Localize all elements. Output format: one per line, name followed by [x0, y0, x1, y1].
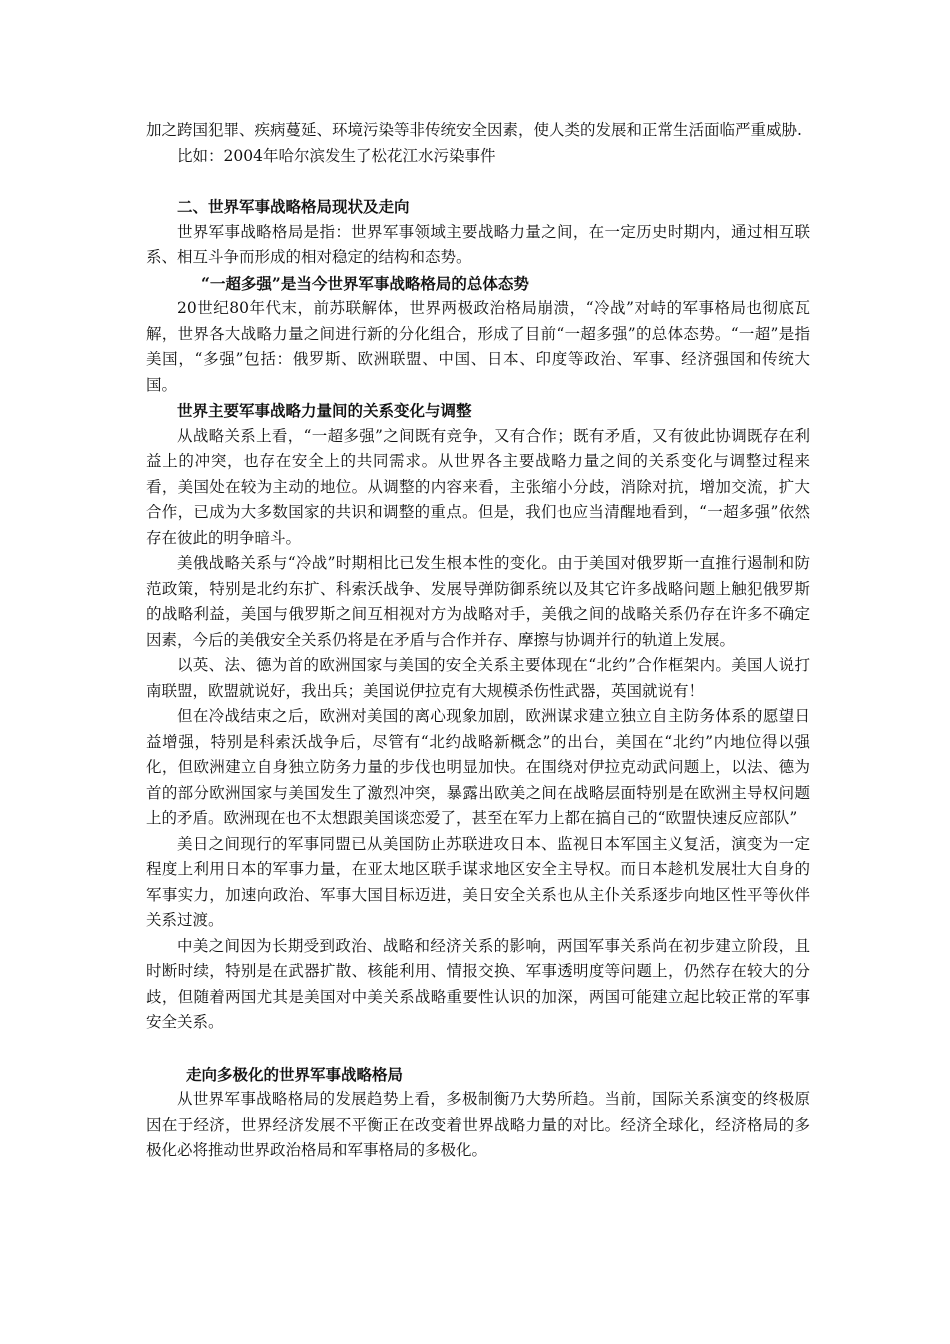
spacer — [146, 169, 810, 194]
subheading-relations-changes: 世界主要军事战略力量间的关系变化与调整 — [177, 401, 472, 420]
paragraph-us-japan: 美日之间现行的军事同盟已从美国防止苏联进攻日本、监视日本军国主义复活，演变为一定程度上利用日本的军事力量，在亚太地区联手谋求地区安全主导权。而日本趁机发展壮大自身的军事实力，加速向政治、军事大国目标迈进，美日安全关系也从主仆关系逐步向地区性平等伙伴关系过渡。 — [146, 834, 810, 929]
spacer — [146, 1036, 810, 1062]
paragraph-strategic-relations: 从战略关系上看，“一超多强”之间既有竞争，又有合作；既有矛盾，又有彼此协调既存在利益上的冲突，也存在安全上的共同需求。从世界各主要战略力量之间的关系变化与调整过程来看，美国处在较为主动的地位。从调整的内容来看，主张缩小分歧，消除对抗，增加交流，扩大合作，已成为大多数国家的共识和调整的重点。但是，我们也应当清醒地看到，“一超多强”依然存在彼此的明争暗斗。 — [146, 426, 810, 547]
paragraph-china-us: 中美之间因为长期受到政治、战略和经济关系的影响，两国军事关系尚在初步建立阶段，且时断时续，特别是在武器扩散、核能利用、情报交换、军事透明度等问题上，仍然存在较大的分歧，但随着两国尤其是美国对中美关系战略重要性认识的加深，两国可能建立起比较正常的军事安全关系。 — [146, 936, 810, 1031]
paragraph-definition: 世界军事战略格局是指：世界军事领域主要战略力量之间，在一定历史时期内，通过相互联系、相互斗争而形成的相对稳定的结构和态势。 — [146, 222, 810, 266]
subheading-overall-situation: “一超多强”是当今世界军事战略格局的总体态势 — [201, 273, 529, 293]
paragraph-us-russia: 美俄战略关系与“冷战”时期相比已发生根本性的变化。由于美国对俄罗斯一直推行遏制和防范政策，特别是北约东扩、科索沃战争、发展导弹防御系统以及其它许多战略问题上触犯俄罗斯的战略利益，美国与俄罗斯之间互相视对方为战略对手，美俄之间的战略关系仍存在许多不确定因素，今后的美俄安全关系仍将是在矛盾与合作并存、摩擦与协调并行的轨道上发展。 — [146, 554, 810, 649]
document-page — [146, 118, 810, 1164]
paragraph-one-super-many-powers: 20世纪80年代末，前苏联解体，世界两极政治格局崩溃，“冷战”对峙的军事格局也彻底瓦解，世界各大战略力量之间进行新的分化组合，形成了目前“一超多强”的总体态势。“一超”是指美国，“多强”包括：俄罗斯、欧洲联盟、中国、日本、印度等政治、军事、经济强国和传统大国。 — [146, 299, 810, 394]
subheading-multipolarization: 走向多极化的世界军事战略格局 — [186, 1064, 404, 1084]
paragraph-nontraditional-security: 加之跨国犯罪、疾病蔓延、环境污染等非传统安全因素，使人类的发展和正常生活面临严重威胁. — [146, 121, 802, 139]
section-heading: 二、世界军事战略格局现状及走向 — [177, 197, 410, 216]
paragraph-multipolar-trend: 从世界军事战略格局的发展趋势上看，多极制衡乃大势所趋。当前，国际关系演变的终极原因在于经济，世界经济发展不平衡正在改变着世界战略力量的对比。经济全球化，经济格局的多极化必将推动世界政治格局和军事格局的多极化。 — [146, 1090, 810, 1159]
paragraph-europe-divergence: 但在冷战结束之后，欧洲对美国的离心现象加剧，欧洲谋求建立独立自主防务体系的愿望日益增强，特别是科索沃战争后，尽管有“北约战略新概念”的出台，美国在“北约”内地位得以强化，但欧洲建立自身独立防务力量的步伐也明显加快。在围绕对伊拉克动武问题上，以法、德为首的部分欧洲国家与美国发生了激烈冲突，暴露出欧美之间在战略层面特别是在欧洲主导权问题上的矛盾。欧洲现在也不太想跟美国谈恋爱了，甚至在军力上都在搞自己的“欧盟快速反应部队” — [146, 707, 810, 827]
paragraph-europe-us-nato: 以英、法、德为首的欧洲国家与美国的安全关系主要体现在“北约”合作框架内。美国人说打南联盟，欧盟就说好，我出兵；美国说伊拉克有大规模杀伤性武器，英国就说有！ — [146, 656, 810, 700]
paragraph-example: 比如：2004年哈尔滨发生了松花江水污染事件 — [177, 146, 496, 165]
